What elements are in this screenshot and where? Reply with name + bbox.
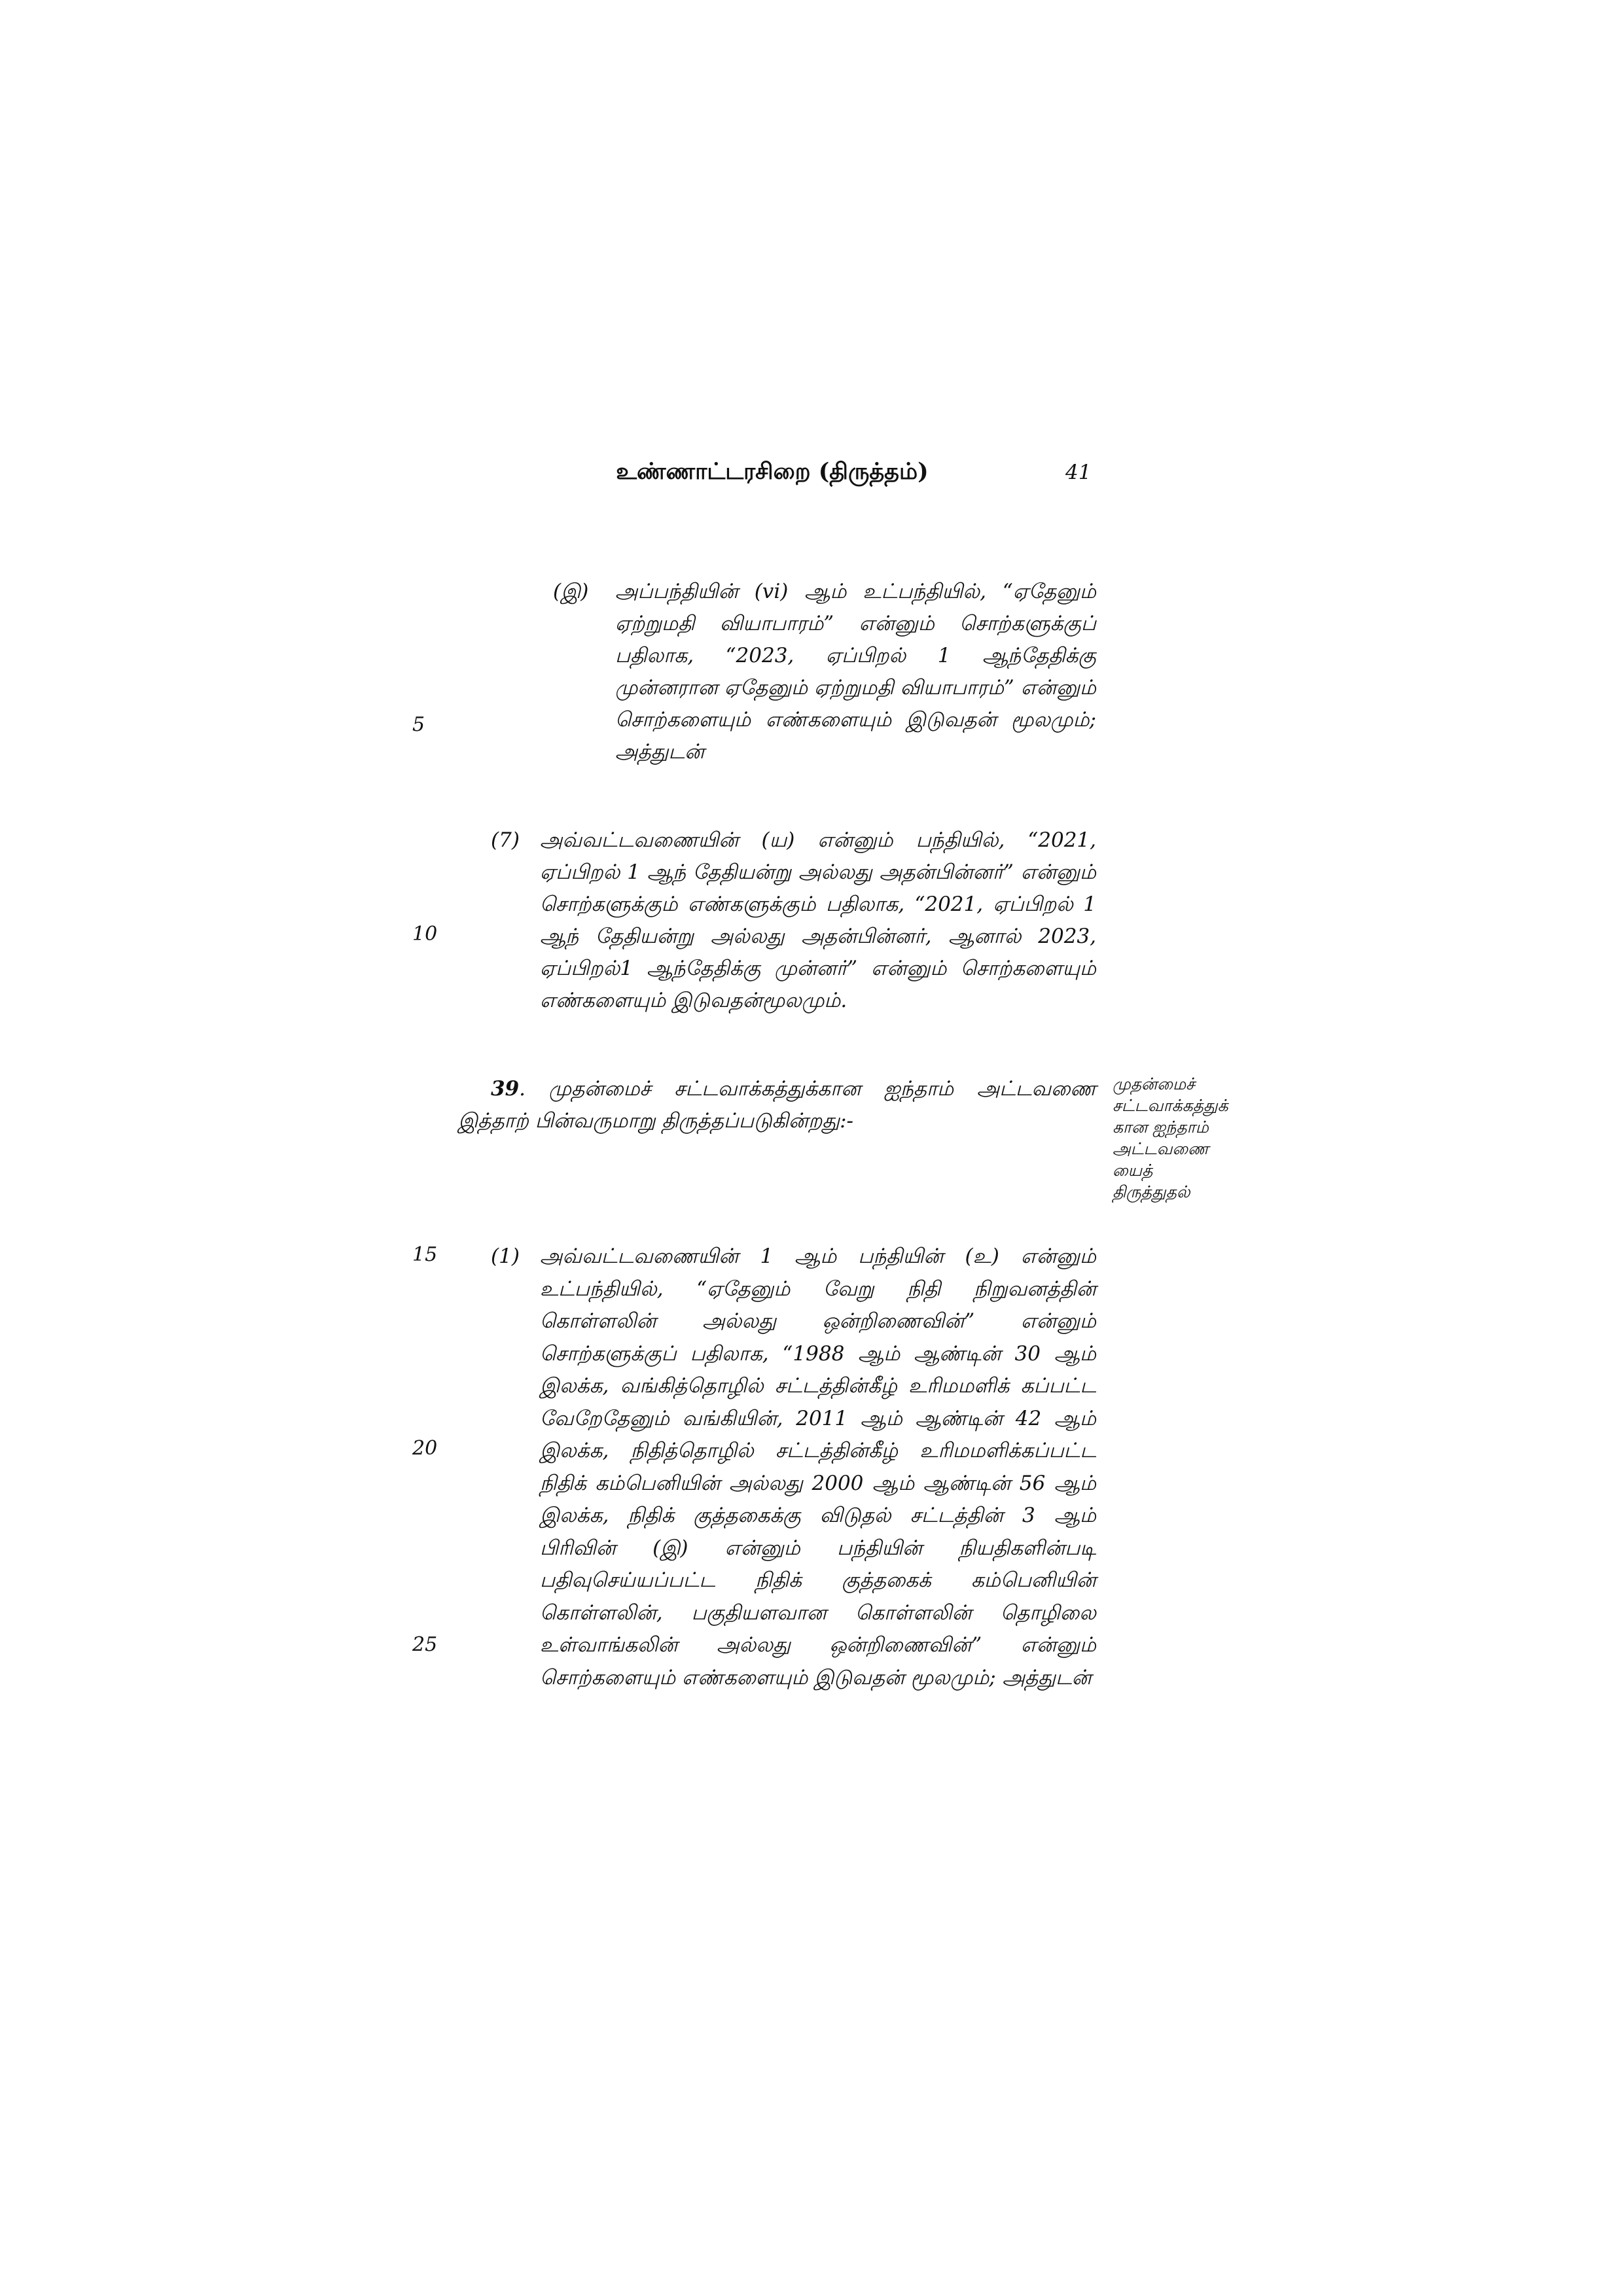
line-number: 15 <box>412 1243 438 1266</box>
marginal-note-line: யைத் <box>1113 1161 1153 1180</box>
section-39: 39. முதன்மைச் சட்டவாக்கத்துக்கான ஐந்தாம் அட்டவணை இத்தாற் பின்வருமாறு திருத்தப்படுகின்றது:- <box>458 1077 1096 1133</box>
page-title: உண்ணாட்டரசிறை (திருத்தம்) <box>616 458 929 485</box>
paragraph-1 <box>491 1241 1096 1694</box>
paragraph-label: (7) <box>491 828 520 852</box>
paragraph-i <box>553 576 1096 768</box>
paragraph-text: அவ்வட்டவணையின் (ய) என்னும் பந்தியில், “2021, ஏப்பிறல் 1 ஆந் தேதியன்று அல்லது அதன்பின்னர்” என்னும் சொற்களுக்கும் எண்களுக்கும் பதிலாக, “2021, ஏப்பிறல் 1 ஆந் தேதியன்று அல்லது அதன்பின்னர், ஆனால் 2023, ஏப்பிறல்1 ஆந்தேதிக்கு முன்னர்” என்னும் சொற்களையும் எண்களையும் இடுவதன்மூலமும். <box>540 828 1096 1012</box>
section-text: முதன்மைச் சட்டவாக்கத்துக்கான ஐந்தாம் அட்டவணை இத்தாற் பின்வருமாறு திருத்தப்படுகின்றது:- <box>458 1077 1096 1133</box>
page-number: 41 <box>1065 461 1092 484</box>
marginal-note-line: முதன்மைச் <box>1113 1074 1195 1093</box>
line-number: 20 <box>412 1437 438 1460</box>
line-number: 25 <box>412 1633 438 1656</box>
paragraph-label: (1) <box>491 1245 520 1268</box>
marginal-note-line: கான ஐந்தாம் <box>1113 1118 1209 1137</box>
paragraph-text: அவ்வட்டவணையின் 1 ஆம் பந்தியின் (உ) என்னும் உட்பந்தியில், “ஏதேனும் வேறு நிதி நிறுவனத்தின் கொள்ளலின் அல்லது ஒன்றிணைவின்” என்னும் சொற்களுக்குப் பதிலாக, “1988 ஆம் ஆண்டின் 30 ஆம் இலக்க, வங்கித்தொழில் சட்டத்தின்கீழ் உரிமமளிக் கப்பட்ட வேறேதேனும் வங்கியின், 2011 ஆம் ஆண்டின் 42 ஆம் இலக்க, நிதித்தொழில் சட்டத்தின்கீழ் உரிமமளிக்கப்பட்ட நிதிக் கம்பெனியின் அல்லது 2000 ஆம் ஆண்டின் 56 ஆம் இலக்க, நிதிக் குத்தகைக்கு விடுதல் சட்டத்தின் 3 ஆம் பிரிவின் (இ) என்னும் பந்தியின் நியதிகளின்படி பதிவுசெய்யப்பட்ட நிதிக் குத்தகைக் கம்பெனியின் கொள்ளலின், பகுதியளவான கொள்ளலின் தொழிலை உள்வாங்கலின் அல்லது ஒன்றிணைவின்” என்னும் சொற்களையும் எண்களையும் இடுவதன் மூலமும்; அத்துடன் <box>540 1245 1096 1689</box>
marginal-note <box>1113 1073 1243 1203</box>
paragraph-label: (இ) <box>553 580 589 603</box>
line-number: 10 <box>412 923 438 945</box>
paragraph-text: அப்பந்தியின் (vi) ஆம் உட்பந்தியில், “ஏதேனும் ஏற்றுமதி வியாபாரம்” என்னும் சொற்களுக்குப் பதிலாக, “2023, ஏப்பிறல் 1 ஆந்தேதிக்கு முன்னரான ஏதேனும் ஏற்றுமதி வியாபாரம்” என்னும் சொற்களையும் எண்களையும் இடுவதன் மூலமும்; அத்துடன் <box>615 580 1096 764</box>
marginal-note-line: அட்டவணை <box>1113 1139 1209 1158</box>
section-number: 39 <box>491 1077 520 1101</box>
paragraph-7 <box>491 824 1096 1017</box>
line-number: 5 <box>412 713 425 736</box>
marginal-note-line: திருத்துதல் <box>1113 1182 1190 1201</box>
marginal-note-line: சட்டவாக்கத்துக் <box>1113 1096 1228 1115</box>
